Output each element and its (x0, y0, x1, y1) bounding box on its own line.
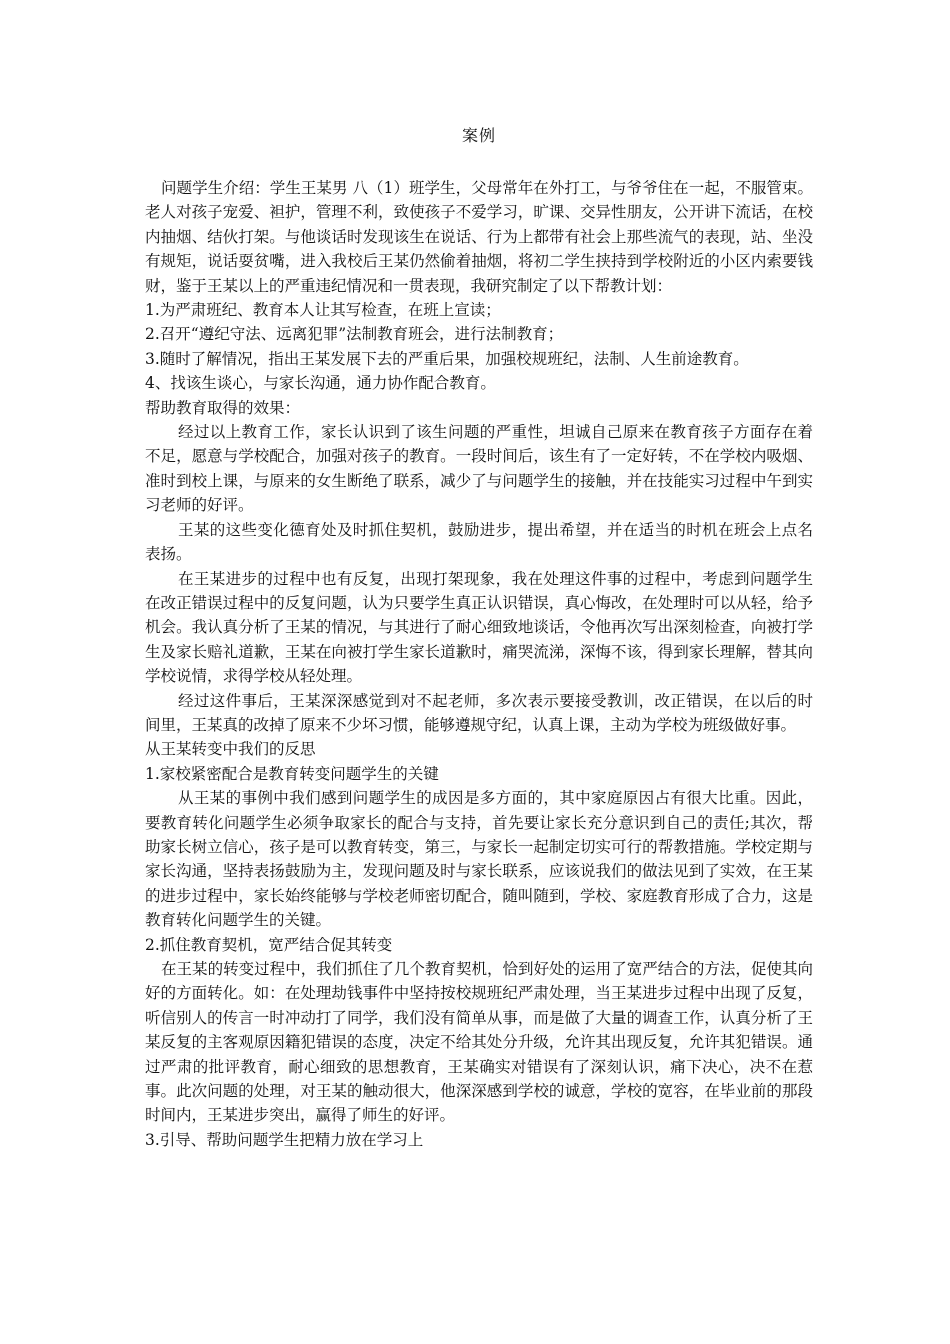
paragraph: 帮助教育取得的效果： (145, 398, 301, 417)
paragraph: 在王某的转变过程中，我们抓住了几个教育契机，恰到好处的运用了宽严结合的方法，促使其向好的方面转化。如：在处理劫钱事件中坚持按校规班纪严肃处理，当王某进步过程中出现了反复，听信别人的传言一时冲动打了同学，我们没有简单从事，而是做了大量的调查工作，认真分析了王某反复的主客观原因籍犯错误的态度，决定不给其处分升级，允许其出现反复，允许其犯错误。通过严肃的批评教育，耐心细致的思想教育，王某确实对错误有了深刻认识，痛下决心，决不在惹事。此次问题的处理，对王某的触动很大，他深深感到学校的诚意，学校的宽容，在毕业前的那段时间内，王某进步突出，赢得了师生的好评。 (145, 960, 813, 1125)
document-title: 案例 (461, 126, 496, 145)
document-page (145, 118, 813, 1152)
paragraph: 4、找该生谈心，与家长沟通，通力协作配合教育。 (145, 374, 496, 393)
paragraph: 1.家校紧密配合是教育转变问题学生的关键 (145, 764, 439, 783)
paragraph: 经过以上教育工作，家长认识到了该生问题的严重性，坦诚自己原来在教育孩子方面存在着不足，愿意与学校配合，加强对孩子的教育。一段时间后，该生有了一定好转，不在学校内吸烟、准时到校上课，与原来的女生断绝了联系，减少了与问题学生的接触，并在技能实习过程中午到实习老师的好评。 (145, 423, 813, 515)
paragraph: 从王某转变中我们的反思 (145, 740, 316, 759)
paragraph: 2.抓住教育契机，宽严结合促其转变 (145, 935, 393, 954)
paragraph: 从王某的事例中我们感到问题学生的成因是多方面的，其中家庭原因占有很大比重。因此，要教育转化问题学生必须争取家长的配合与支持，首先要让家长充分意识到自己的责任;其次，帮助家长树立信心，孩子是可以教育转变，第三，与家长一起制定切实可行的帮教措施。学校定期与家长沟通，坚持表扬鼓励为主，发现问题及时与家长联系，应该说我们的做法见到了实效，在王某的进步过程中，家长始终能够与学校老师密切配合，随叫随到，学校、家庭教育形成了合力，这是教育转化问题学生的关键。 (145, 789, 813, 930)
paragraph: 3.随时了解情况，指出王某发展下去的严重后果，加强校规班纪，法制、人生前途教育。 (145, 349, 749, 368)
paragraph: 3.引导、帮助问题学生把精力放在学习上 (145, 1130, 424, 1149)
paragraph: 问题学生介绍：学生王某男 八（1）班学生，父母常年在外打工，与爷爷住在一起，不服管束。老人对孩子宠爱、袒护，管理不利，致使孩子不爱学习，旷课、交异性朋友，公开讲下流话，在校内抽烟、结伙打架。与他谈话时发现该生在说话、行为上都带有社会上那些流气的表现，站、坐没有规矩，说话耍贫嘴，进入我校后王某仍然偷着抽烟，将初二学生挟持到学校附近的小区内索要钱财，鉴于王某以上的严重违纪情况和一贯表现，我研究制定了以下帮教计划： (145, 179, 813, 295)
paragraph: 王某的这些变化德育处及时抓住契机，鼓励进步，提出希望，并在适当的时机在班会上点名表扬。 (145, 520, 813, 564)
paragraph: 2.召开“遵纪守法、远离犯罪”法制教育班会，进行法制教育； (145, 325, 564, 344)
document-body (145, 176, 813, 1152)
paragraph: 经过这件事后，王某深深感觉到对不起老师，多次表示要接受教训，改正错误，在以后的时间里，王某真的改掉了原来不少坏习惯，能够遵规守纪，认真上课，主动为学校为班级做好事。 (145, 691, 813, 734)
paragraph: 1.为严肃班纪、教育本人让其写检查，在班上宣读； (145, 301, 501, 320)
paragraph: 在王某进步的过程中也有反复，出现打架现象，我在处理这件事的过程中，考虑到问题学生在改正错误过程中的反复问题，认为只要学生真正认识错误，真心悔改，在处理时可以从轻，给予机会。我认真分析了王某的情况，与其进行了耐心细致地谈话，令他再次写出深刻检查，向被打学生及家长赔礼道歉，王某在向被打学生家长道歉时，痛哭流涕，深悔不该，得到家长理解，替其向学校说情，求得学校从轻处理。 (145, 569, 813, 686)
